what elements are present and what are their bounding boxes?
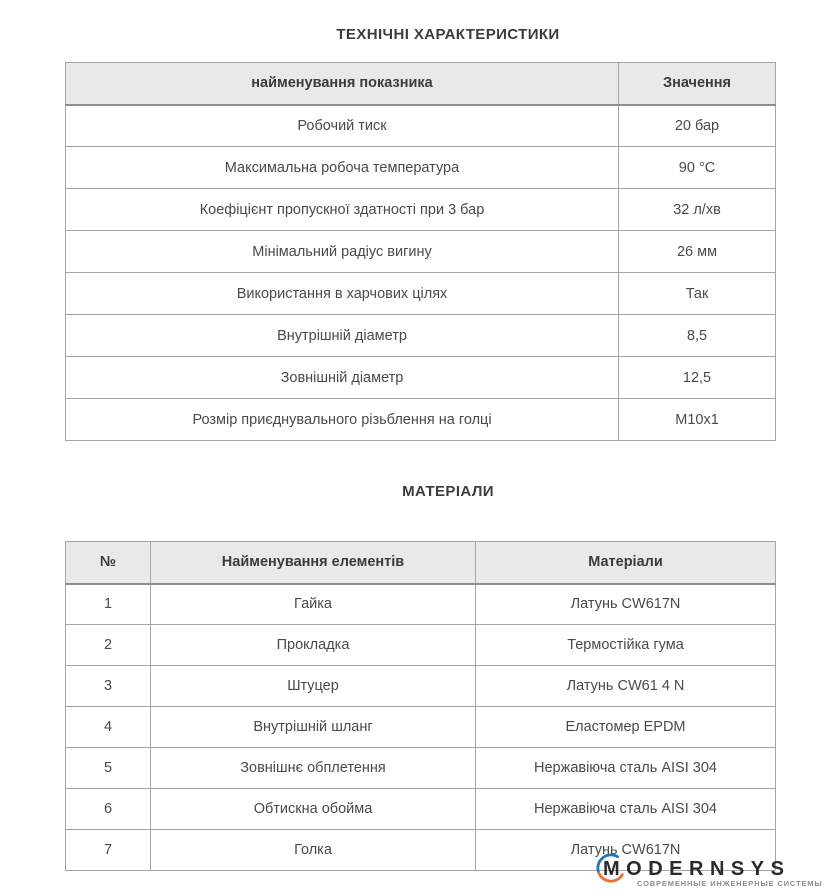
table-row [66,666,776,707]
spec-name-cell: Робочий тиск [66,105,619,147]
table-row [66,147,776,189]
table-row [66,273,776,315]
materials-header-num: № [66,542,151,584]
material-number-cell: 1 [66,584,151,625]
material-number-cell: 6 [66,789,151,830]
material-element-cell: Штуцер [151,666,476,707]
specs-table [65,62,776,441]
spec-name-cell: Коефіцієнт пропускної здатності при 3 бар [66,189,619,231]
materials-header-row [66,542,776,584]
material-number-cell: 5 [66,748,151,789]
table-row [66,357,776,399]
spec-value-cell: M10x1 [619,399,776,441]
table-row [66,707,776,748]
spec-value-cell: 12,5 [619,357,776,399]
table-row [66,789,776,830]
table-row [66,105,776,147]
section-title-specs: ТЕХНІЧНІ ХАРАКТЕРИСТИКИ [336,26,560,43]
specs-header-row [66,63,776,105]
material-name-cell: Термостійка гума [476,625,776,666]
spec-value-cell: 8,5 [619,315,776,357]
specs-header-name: найменування показника [66,63,619,105]
material-name-cell: Латунь CW617N [476,830,776,871]
table-row [66,189,776,231]
materials-header-element: Найменування елементів [151,542,476,584]
spec-name-cell: Мінімальний радіус вигину [66,231,619,273]
material-name-cell: Еластомер EPDM [476,707,776,748]
material-name-cell: Нержавіюча сталь AISI 304 [476,789,776,830]
spec-value-cell: Так [619,273,776,315]
spec-name-cell: Використання в харчових цілях [66,273,619,315]
material-element-cell: Обтискна обойма [151,789,476,830]
table-row [66,584,776,625]
table-row [66,625,776,666]
material-name-cell: Латунь CW61 4 N [476,666,776,707]
spec-name-cell: Внутрішній діаметр [66,315,619,357]
spec-value-cell: 20 бар [619,105,776,147]
specs-header-value: Значення [619,63,776,105]
materials-header-material: Матеріали [476,542,776,584]
material-element-cell: Голка [151,830,476,871]
brand-logo [592,850,828,890]
spec-value-cell: 32 л/хв [619,189,776,231]
material-element-cell: Внутрішній шланг [151,707,476,748]
spec-value-cell: 90 °C [619,147,776,189]
material-name-cell: Латунь CW617N [476,584,776,625]
material-number-cell: 3 [66,666,151,707]
material-element-cell: Зовнішнє обплетення [151,748,476,789]
material-name-cell: Нержавіюча сталь AISI 304 [476,748,776,789]
spec-value-cell: 26 мм [619,231,776,273]
materials-table [65,541,776,871]
spec-name-cell: Зовнішній діаметр [66,357,619,399]
section-title-materials: МАТЕРІАЛИ [402,483,494,500]
material-element-cell: Гайка [151,584,476,625]
spec-name-cell: Максимальна робоча температура [66,147,619,189]
table-row [66,399,776,441]
table-row [66,748,776,789]
material-number-cell: 2 [66,625,151,666]
brand-name: MODERNSYS [603,858,791,880]
material-number-cell: 7 [66,830,151,871]
material-number-cell: 4 [66,707,151,748]
table-row [66,231,776,273]
table-row [66,315,776,357]
spec-name-cell: Розмір приєднувального різьблення на голці [66,399,619,441]
brand-tagline: СОВРЕМЕННЫЕ ИНЖЕНЕРНЫЕ СИСТЕМЫ [637,879,823,888]
material-element-cell: Прокладка [151,625,476,666]
